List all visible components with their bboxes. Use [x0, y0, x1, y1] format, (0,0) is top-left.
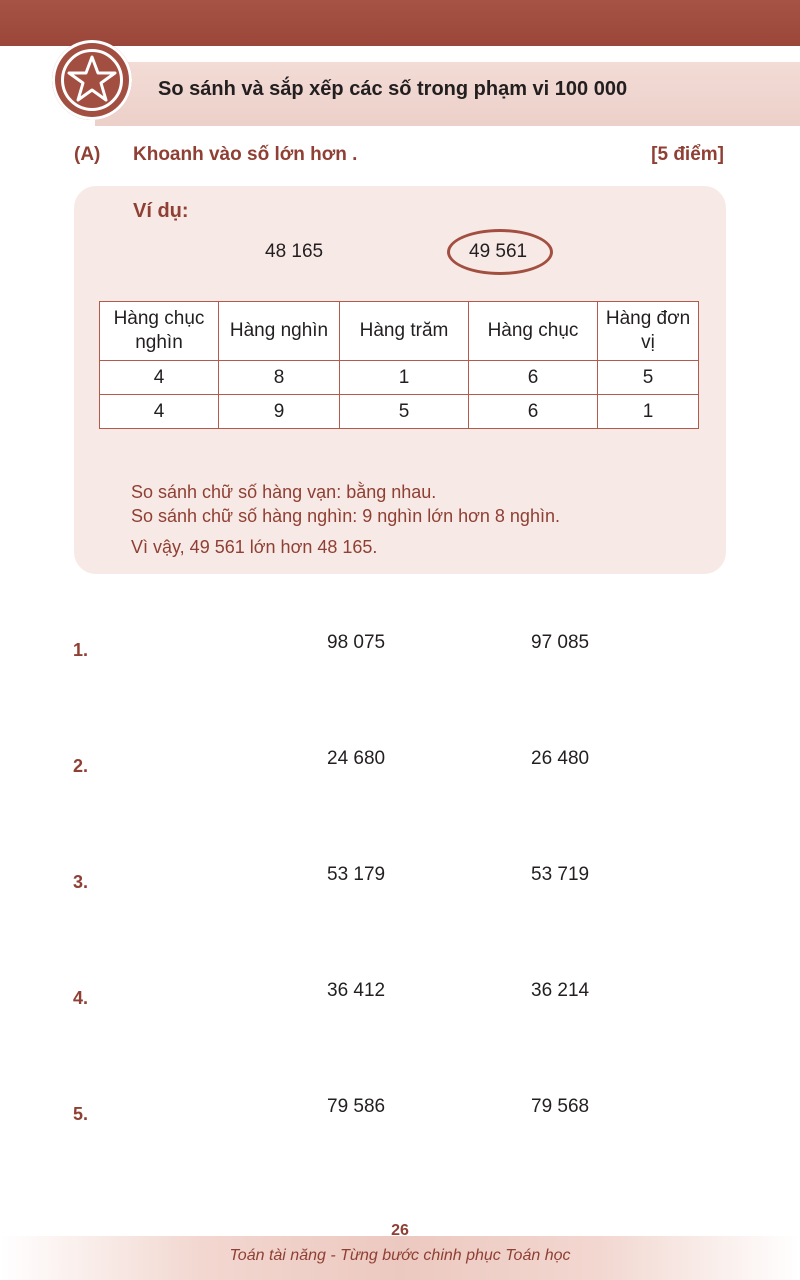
- section-instruction: Khoanh vào số lớn hơn .: [133, 144, 358, 165]
- table-cell: 6: [469, 395, 598, 429]
- table-header: Hàng trăm: [340, 302, 469, 361]
- example-number-b: 49 561: [469, 241, 528, 262]
- top-banner: [0, 0, 800, 46]
- exercise-number-b[interactable]: 97 085: [531, 632, 590, 653]
- example-number-a: 48 165: [265, 241, 324, 262]
- exercise-index: 5.: [73, 1104, 89, 1124]
- table-row: [100, 395, 699, 429]
- exercise-number-b[interactable]: 36 214: [531, 980, 590, 1001]
- page-number: 26: [391, 1222, 409, 1239]
- example-note: So sánh chữ số hàng nghìn: 9 nghìn lớn hơn 8 nghìn.: [131, 506, 560, 526]
- star-icon: [64, 51, 120, 107]
- exercise-index: 3.: [73, 872, 89, 892]
- example-note: So sánh chữ số hàng vạn: bằng nhau.: [131, 482, 437, 502]
- exercise-index: 4.: [73, 988, 89, 1008]
- table-cell: 5: [340, 395, 469, 429]
- answer-circle: [447, 229, 553, 275]
- page-title: So sánh và sắp xếp các số trong phạm vi 100 000: [158, 78, 628, 100]
- table-header: Hàng chục nghìn: [100, 302, 219, 361]
- title-badge: [52, 40, 132, 120]
- exercise-number-a[interactable]: 79 586: [327, 1096, 386, 1117]
- exercise-index: 2.: [73, 756, 89, 776]
- exercise-number-a[interactable]: 36 412: [327, 980, 386, 1001]
- exercise-row: [0, 748, 800, 778]
- table-cell: 1: [598, 395, 699, 429]
- section-label: (A): [74, 144, 101, 165]
- footer-text: Toán tài năng - Từng bước chinh phục Toán học: [229, 1247, 571, 1264]
- exercise-index: 1.: [73, 640, 89, 660]
- exercise-row: [0, 1096, 800, 1126]
- table-header-row: [100, 302, 699, 361]
- table-header: Hàng nghìn: [219, 302, 340, 361]
- example-conclusion: Vì vậy, 49 561 lớn hơn 48 165.: [131, 537, 378, 557]
- table-cell: 4: [100, 361, 219, 395]
- exercise-number-a[interactable]: 24 680: [327, 748, 386, 769]
- exercise-number-a[interactable]: 98 075: [327, 632, 386, 653]
- exercise-row: [0, 864, 800, 894]
- table-cell: 8: [219, 361, 340, 395]
- table-cell: 5: [598, 361, 699, 395]
- exercise-row: [0, 632, 800, 662]
- table-header: Hàng đơn vị: [598, 302, 699, 361]
- table-row: [100, 361, 699, 395]
- example-title: Ví dụ:: [133, 200, 189, 222]
- table-cell: 1: [340, 361, 469, 395]
- table-cell: 9: [219, 395, 340, 429]
- exercise-row: [0, 980, 800, 1010]
- exercise-number-b[interactable]: 79 568: [531, 1096, 590, 1117]
- table-cell: 4: [100, 395, 219, 429]
- place-value-table: [99, 301, 699, 429]
- exercise-number-b[interactable]: 26 480: [531, 748, 590, 769]
- section-points: [5 điểm]: [651, 144, 724, 165]
- table-cell: 6: [469, 361, 598, 395]
- exercise-number-b[interactable]: 53 719: [531, 864, 590, 885]
- exercise-number-a[interactable]: 53 179: [327, 864, 386, 885]
- table-header: Hàng chục: [469, 302, 598, 361]
